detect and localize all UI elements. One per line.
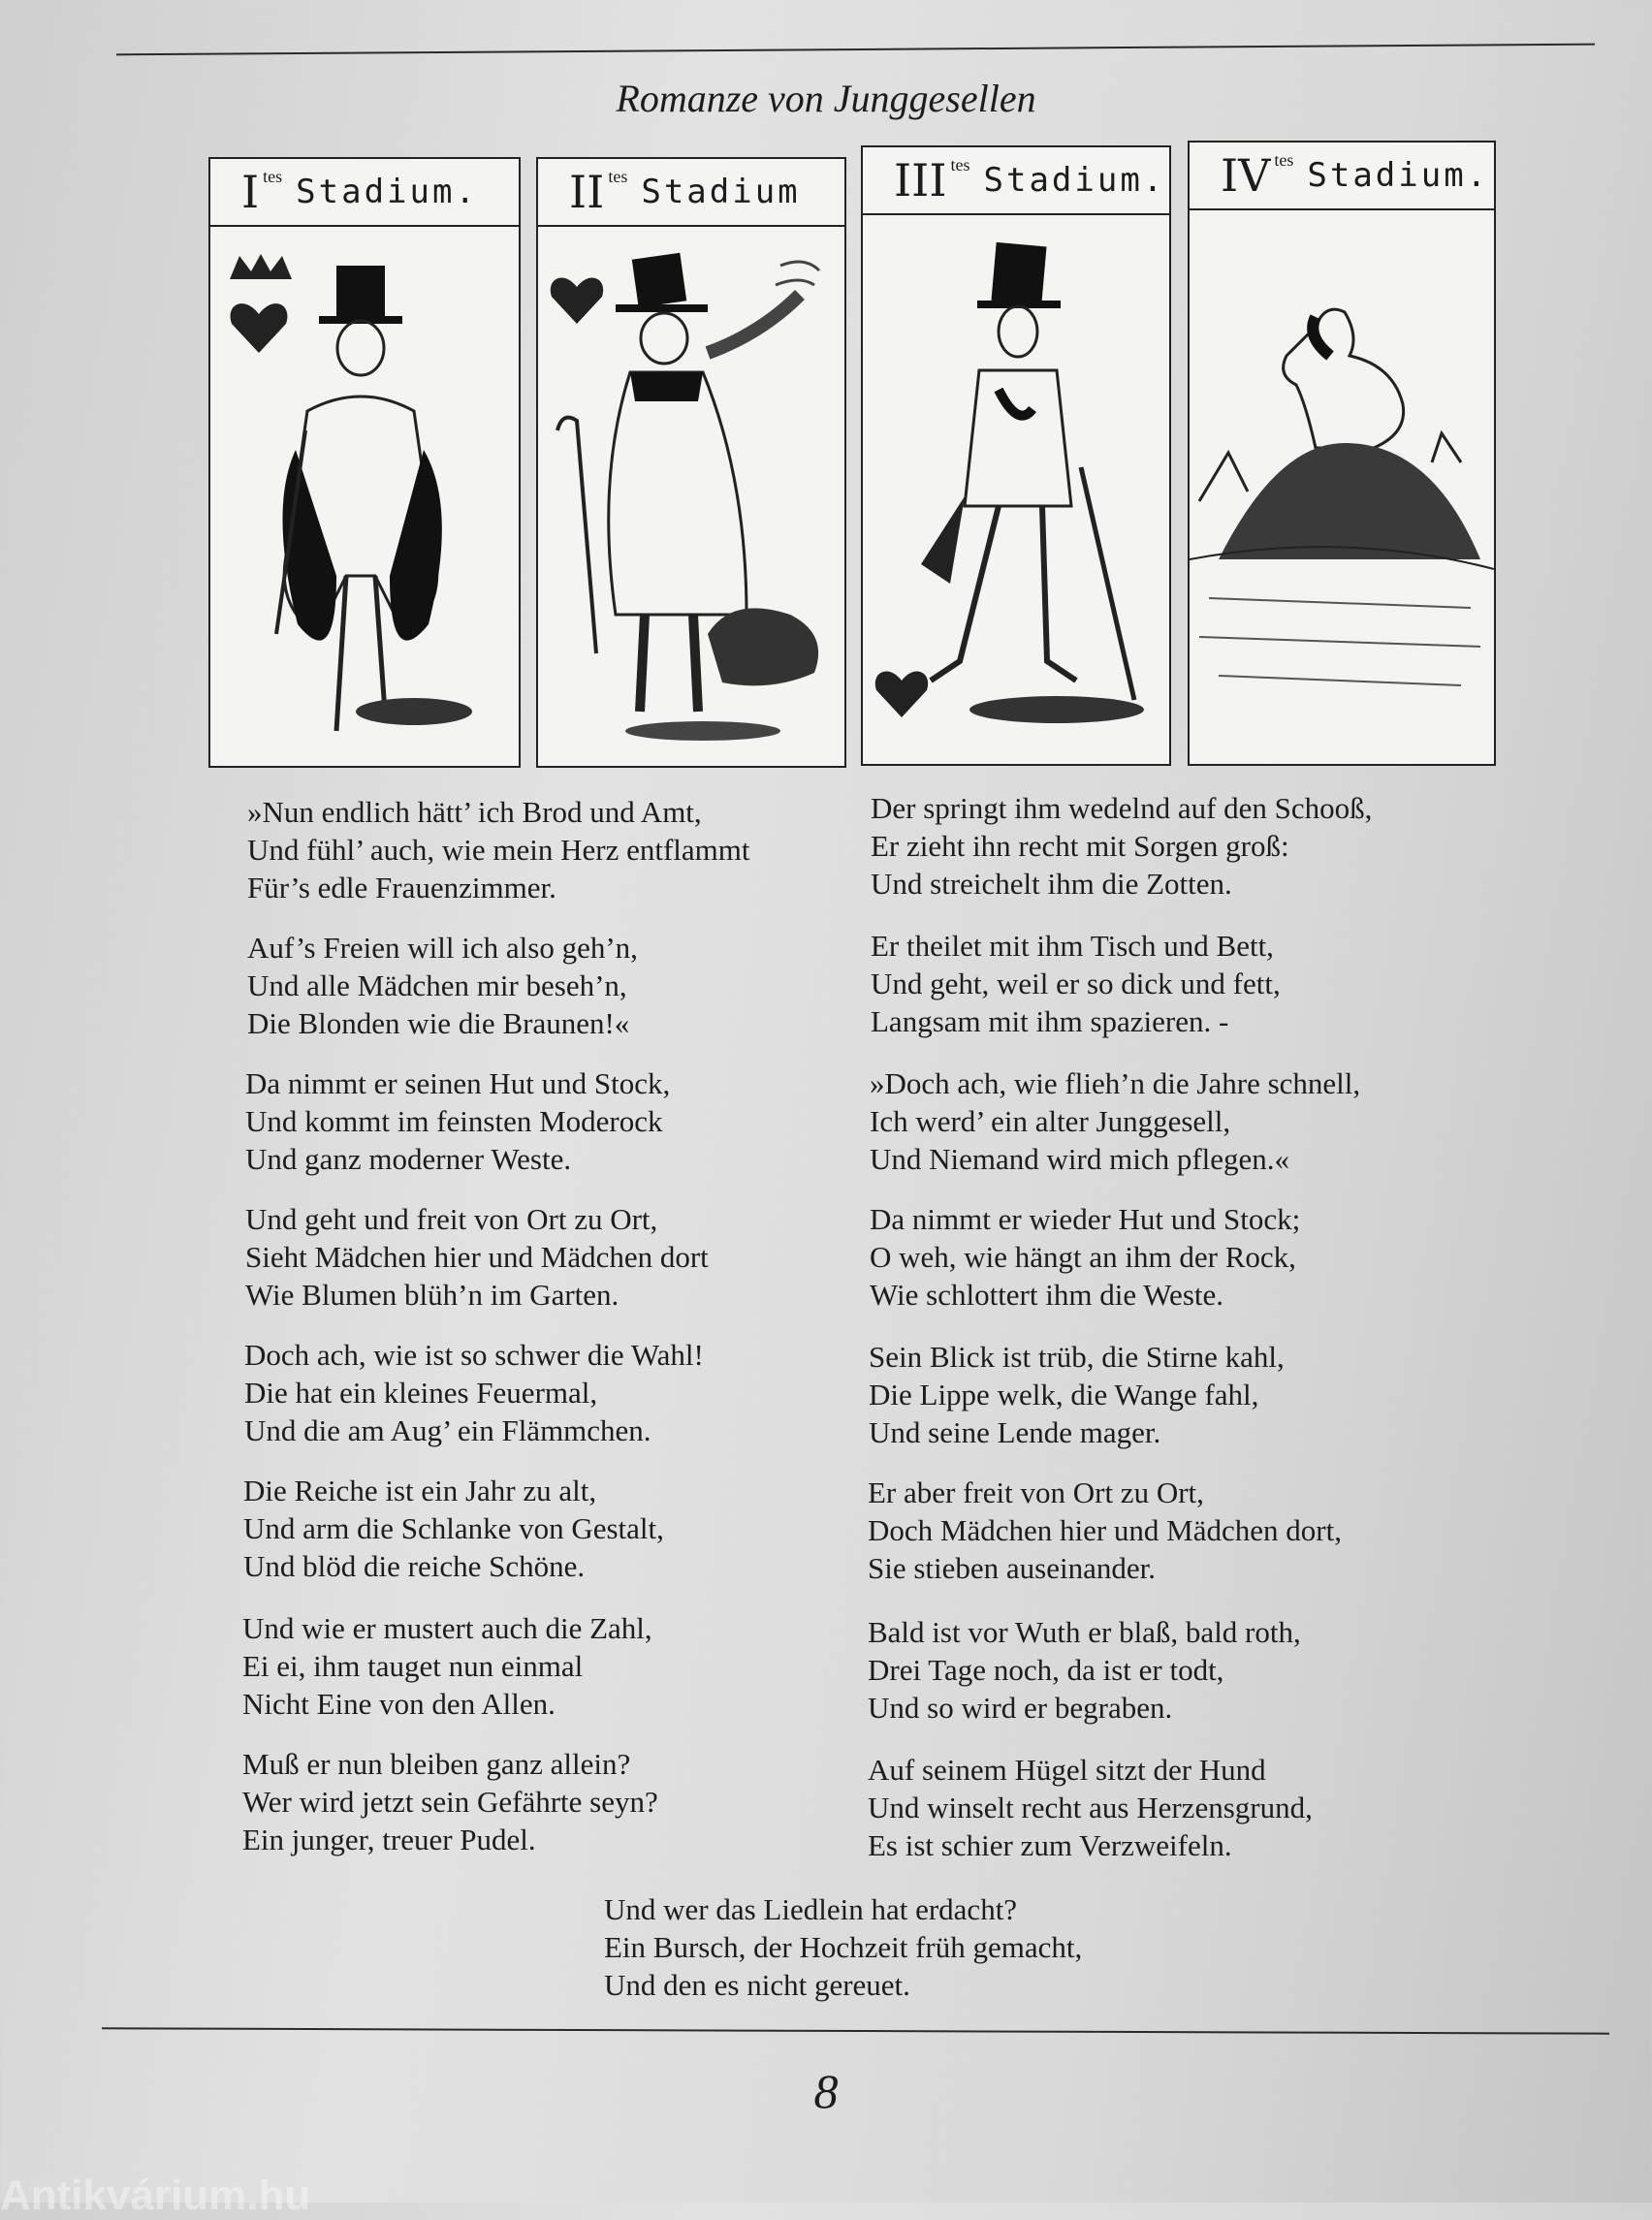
stanza <box>244 1336 704 1449</box>
stanza <box>868 1474 1342 1587</box>
stanza <box>245 1200 709 1314</box>
watermark: Antikvárium.hu <box>0 2172 311 2219</box>
verse-line: Und die am Aug’ ein Flämmchen. <box>244 1413 651 1447</box>
verse-line: Ein junger, treuer Pudel. <box>242 1823 536 1856</box>
stanza <box>868 1613 1301 1727</box>
verse-line: Nicht Eine von den Allen. <box>242 1687 556 1721</box>
panel-numeral: IV <box>1221 149 1271 202</box>
panel-stadium-1 <box>208 157 521 768</box>
stanza <box>247 929 638 1042</box>
panel-label: Stadium. <box>983 161 1166 200</box>
verse-line: Und fühl’ auch, wie mein Herz entflammt <box>247 833 750 867</box>
stanza <box>868 1751 1313 1864</box>
heart-icon <box>875 672 928 717</box>
verse-line: Bald ist vor Wuth er blaß, bald roth, <box>868 1615 1301 1649</box>
stanza <box>243 1472 664 1585</box>
panel-numeral: II <box>569 166 605 218</box>
verse-line: Muß er nun bleiben ganz allein? <box>242 1747 631 1781</box>
verse-line: Und geht, weil er so dick und fett, <box>871 967 1281 1000</box>
verse-line: Da nimmt er wieder Hut und Stock; <box>870 1202 1301 1236</box>
verse-line: O weh, wie hängt an ihm der Rock, <box>870 1240 1296 1274</box>
stanza <box>870 1064 1360 1178</box>
verse-line: Der springt ihm wedelnd auf den Schooß, <box>871 791 1373 825</box>
verse-line: Und kommt im feinsten Moderock <box>245 1104 663 1138</box>
verse-line: Er theilet mit ihm Tisch und Bett, <box>871 929 1274 963</box>
verse-line: Und blöd die reiche Schöne. <box>243 1549 586 1583</box>
page-number: 8 <box>813 2064 839 2118</box>
stanza <box>869 1338 1285 1451</box>
verse-line: Sein Blick ist trüb, die Stirne kahl, <box>869 1340 1285 1374</box>
verse-line: Langsam mit ihm spazieren. - <box>871 1004 1229 1038</box>
panel-stadium-2 <box>536 157 846 768</box>
panel-stadium-3 <box>861 145 1171 766</box>
panel-header <box>210 159 519 227</box>
stanza <box>247 793 750 906</box>
dog-on-grave-illustration <box>1190 210 1494 764</box>
verse-line: Wer wird jetzt sein Gefährte seyn? <box>242 1785 658 1819</box>
verse-line: Doch ach, wie ist so schwer die Wahl! <box>244 1338 704 1372</box>
verse-line: Und winselt recht aus Herzensgrund, <box>868 1791 1313 1824</box>
verse-line: Und alle Mädchen mir beseh’n, <box>247 968 627 1002</box>
verse-line: Auf seinem Hügel sitzt der Hund <box>868 1753 1266 1787</box>
panel-header <box>863 147 1169 215</box>
top-rule <box>116 44 1595 56</box>
verse-line: Und Niemand wird mich pflegen.« <box>870 1142 1290 1176</box>
stanza <box>245 1064 670 1178</box>
verse-line: Doch Mädchen hier und Mädchen dort, <box>868 1513 1342 1547</box>
stanza <box>242 1745 658 1858</box>
verse-line: Und so wird er begraben. <box>868 1691 1173 1725</box>
panel-suffix: tes <box>1274 150 1294 170</box>
panel-label: Stadium. <box>1307 156 1490 195</box>
stanza <box>871 789 1372 903</box>
verse-line: Die Blonden wie die Braunen!« <box>247 1006 630 1040</box>
stanza <box>870 1200 1300 1314</box>
verse-line: Er zieht ihn recht mit Sorgen groß: <box>871 829 1289 863</box>
verse-line: »Doch ach, wie flieh’n die Jahre schnell, <box>870 1066 1361 1100</box>
heart-icon <box>551 278 603 324</box>
verse-line: Ei ei, ihm tauget nun einmal <box>242 1649 584 1683</box>
verse-line: Die Reiche ist ein Jahr zu alt, <box>243 1474 597 1507</box>
verse-line: Und geht und freit von Ort zu Ort, <box>245 1202 658 1236</box>
verse-line: Und ganz moderner Weste. <box>245 1142 572 1176</box>
panel-suffix: tes <box>263 167 283 186</box>
verse-line: Die hat ein kleines Feuermal, <box>244 1376 598 1410</box>
panel-stadium-4 <box>1188 141 1496 766</box>
verse-line: Und wer das Liedlein hat erdacht? <box>604 1892 1018 1926</box>
panel-label: Stadium <box>641 173 801 211</box>
verse-line: Ein Bursch, der Hochzeit früh gemacht, <box>604 1930 1083 1964</box>
old-bachelor-illustration <box>863 215 1169 764</box>
verse-line: Die Lippe welk, die Wange fahl, <box>869 1378 1259 1411</box>
verse-line: Sie stieben auseinander. <box>868 1551 1156 1585</box>
final-stanza <box>604 1890 1082 2004</box>
panel-header <box>1190 143 1494 210</box>
panel-numeral: III <box>894 154 947 206</box>
verse-line: Es ist schier zum Verzweifeln. <box>868 1828 1232 1862</box>
verse-line: Er aber freit von Ort zu Ort, <box>868 1475 1204 1509</box>
verse-line: Und den es nicht gereuet. <box>604 1968 910 2002</box>
verse-line: Auf’s Freien will ich also geh’n, <box>247 931 638 965</box>
verse-line: Drei Tage noch, da ist er todt, <box>868 1653 1224 1687</box>
panel-header <box>538 159 844 227</box>
verse-line: Sieht Mädchen hier und Mädchen dort <box>245 1240 709 1274</box>
verse-line: Und arm die Schlanke von Gestalt, <box>243 1511 664 1545</box>
crown-icon <box>230 254 292 279</box>
verse-line: Und seine Lende mager. <box>869 1415 1161 1449</box>
verse-line: Und streichelt ihm die Zotten. <box>871 867 1232 901</box>
panel-numeral: I <box>241 166 260 218</box>
verse-line: Und wie er mustert auch die Zahl, <box>242 1611 652 1645</box>
verse-line: »Nun endlich hätt’ ich Brod und Amt, <box>247 795 702 829</box>
stanza <box>242 1609 652 1723</box>
verse-line: Wie schlottert ihm die Weste. <box>870 1278 1224 1312</box>
verse-line: Wie Blumen blüh’n im Garten. <box>245 1278 620 1312</box>
dandy-illustration <box>210 227 519 766</box>
panel-label: Stadium. <box>296 173 478 211</box>
bottom-rule <box>102 2027 1609 2034</box>
verse-line: Da nimmt er seinen Hut und Stock, <box>245 1066 671 1100</box>
verse-line: Für’s edle Frauenzimmer. <box>247 871 556 904</box>
poem-title: Romanze von Junggesellen <box>616 77 1036 120</box>
panel-suffix: tes <box>608 167 628 186</box>
verse-line: Ich werd’ ein alter Junggesell, <box>870 1104 1231 1138</box>
heart-icon <box>231 303 288 353</box>
stanza <box>871 927 1281 1040</box>
panel-suffix: tes <box>950 155 970 174</box>
smoker-illustration <box>538 227 844 766</box>
